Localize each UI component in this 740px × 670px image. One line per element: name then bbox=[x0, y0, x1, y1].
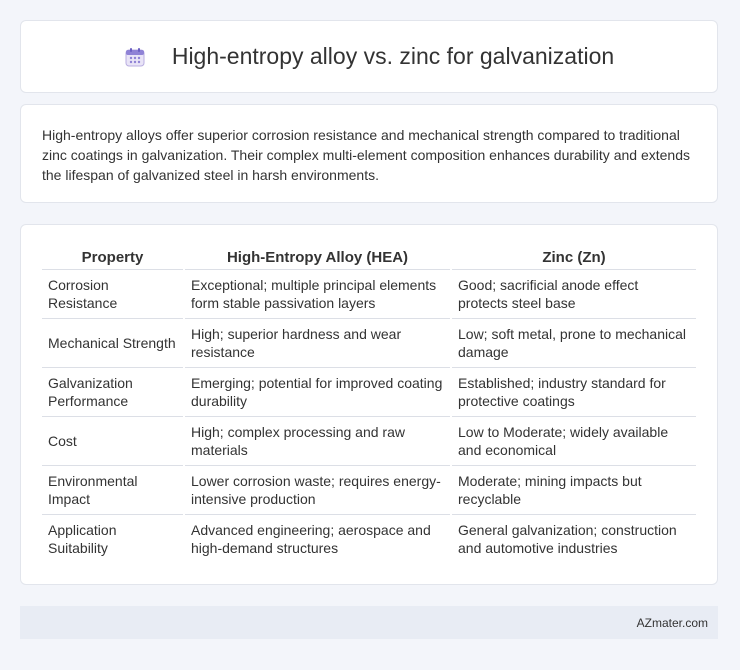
table-row bbox=[42, 367, 696, 416]
column-header-zinc: Zinc (Zn) bbox=[542, 249, 606, 266]
cell-property: Mechanical Strength bbox=[42, 318, 183, 367]
cell-hea: Exceptional; multiple principal elements form stable passivation layers bbox=[185, 269, 450, 318]
comparison-table bbox=[40, 243, 698, 563]
column-header-hea: High-Entropy Alloy (HEA) bbox=[226, 249, 409, 266]
cell-property: Galvanization Performance bbox=[42, 367, 183, 416]
table-row bbox=[42, 416, 696, 465]
cell-property: Environmental Impact bbox=[42, 465, 183, 514]
column-header-property: Property bbox=[81, 249, 144, 266]
cell-zinc: General galvanization; construction and automotive industries bbox=[452, 514, 696, 563]
cell-zinc: Established; industry standard for protective coatings bbox=[452, 367, 696, 416]
cell-hea: Emerging; potential for improved coating durability bbox=[185, 367, 450, 416]
table-header-row bbox=[42, 243, 696, 269]
cell-zinc: Low; soft metal, prone to mechanical damage bbox=[452, 318, 696, 367]
cell-property: Application Suitability bbox=[42, 514, 183, 563]
cell-hea: High; complex processing and raw materials bbox=[185, 416, 450, 465]
source-credit: AZmater.com bbox=[636, 615, 708, 630]
table-row bbox=[42, 465, 696, 514]
page-title: High-entropy alloy vs. zinc for galvanization bbox=[171, 43, 615, 69]
table-row bbox=[42, 514, 696, 563]
cell-hea: High; superior hardness and wear resistance bbox=[185, 318, 450, 367]
cell-zinc: Low to Moderate; widely available and economical bbox=[452, 416, 696, 465]
title-card bbox=[20, 20, 718, 93]
cell-property: Cost bbox=[42, 416, 183, 465]
table-row bbox=[42, 318, 696, 367]
footer bbox=[20, 606, 718, 639]
intro-card bbox=[20, 104, 718, 203]
cell-zinc: Moderate; mining impacts but recyclable bbox=[452, 465, 696, 514]
cell-hea: Advanced engineering; aerospace and high-demand structures bbox=[185, 514, 450, 563]
intro-text: High-entropy alloys offer superior corrosion resistance and mechanical strength compared to traditional zinc coatings in galvanization. Their complex multi-element composition enhances durability and extends the lifespan of galvanized steel in harsh environments. bbox=[42, 127, 690, 183]
cell-hea: Lower corrosion waste; requires energy-intensive production bbox=[185, 465, 450, 514]
comparison-table-card bbox=[20, 224, 718, 585]
cell-zinc: Good; sacrificial anode effect protects steel base bbox=[452, 269, 696, 318]
cell-property: Corrosion Resistance bbox=[42, 269, 183, 318]
table-row bbox=[42, 269, 696, 318]
calendar-icon bbox=[124, 46, 146, 68]
